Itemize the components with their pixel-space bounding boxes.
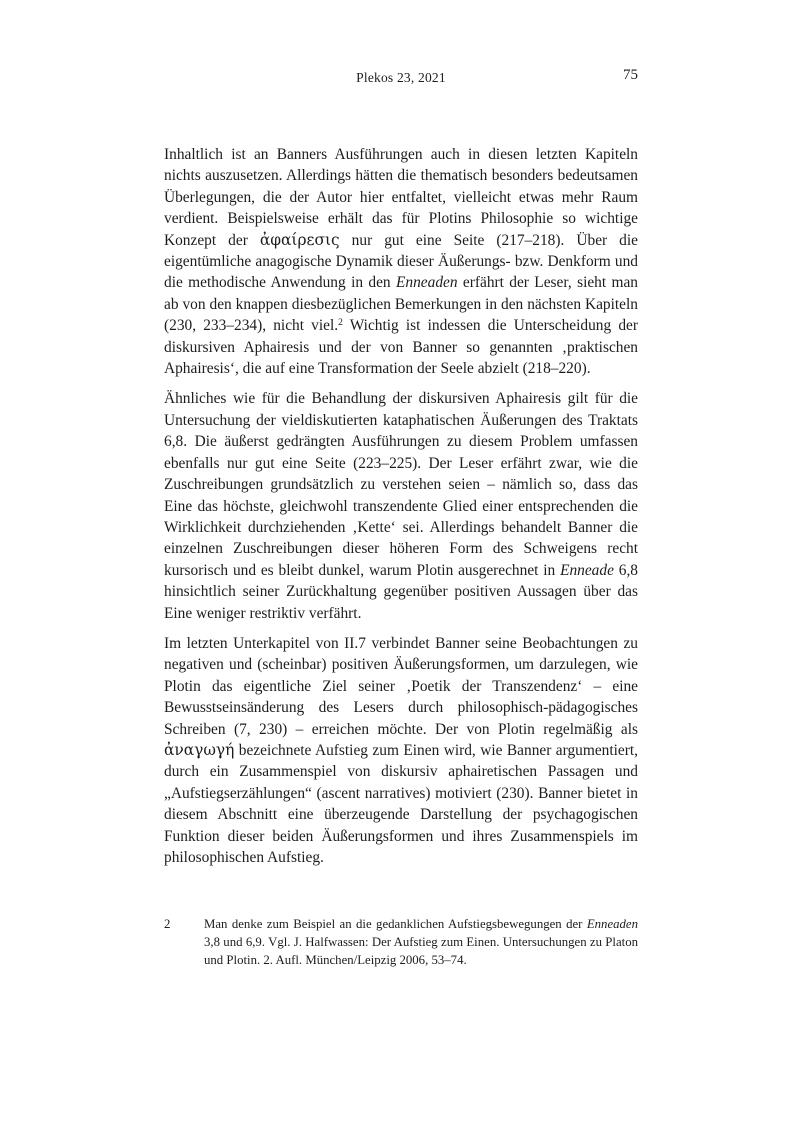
text-run: Enneade	[560, 561, 614, 579]
paragraph-3	[164, 633, 638, 868]
text-column	[164, 67, 639, 969]
text-run: bezeichnete Aufstieg zum Einen wird, wie Banner argumentiert, durch ein Zusammenspiel von diskursiv aphairetischen Passagen und „Aufstiegserzählungen“ (ascent narratives) motiviert (230). Banner bietet in diesem Abschnitt eine überzeugende Darstellung der psychagogischen Funktion dieser beiden Äußerungsformen und ihres Zusammenspiels im philosophischen Aufstieg.	[164, 741, 638, 866]
text-run: Enneaden	[586, 917, 638, 932]
text-run: erfährt der Leser, sieht man ab von den knappen diesbezüglichen Bemerkungen in den nächsten Kapiteln (230, 233–234), nicht viel.	[164, 274, 639, 335]
text-run: 3,8 und 6,9. Vgl. J. Halfwassen: Der Aufstieg zum Einen. Untersuchungen zu Platon und Plotin. 2. Aufl. München/Leipzig 2006, 53–74.	[204, 935, 638, 967]
text-run: ἀφαίρεσις	[259, 230, 340, 249]
text-run: Man denke zum Beispiel an die gedanklichen Aufstiegsbewegungen der	[204, 917, 587, 932]
text-run: Inhaltlich ist an Banners Ausführungen auch in diesen letzten Kapiteln nichts auszusetzen. Allerdings hätten die thematisch besonders bedeutsamen Überlegungen, die der Autor hier entfaltet, vielleicht etwas mehr Raum verdient. Beispielsweise erhält das für Plotins Philosophie so wichtige Konzept der	[164, 146, 638, 249]
text-run: Enneaden	[396, 274, 458, 292]
text-run: ἀναγωγή	[164, 740, 235, 759]
paragraph-1	[164, 144, 638, 379]
footnote	[164, 916, 638, 969]
footnote-number: 2	[164, 917, 171, 932]
running-head	[164, 67, 638, 92]
text-run: Ähnliches wie für die Behandlung der diskursiven Aphairesis gilt für die Untersuchung der vieldiskutierten kataphatischen Äußerungen des Traktats 6,8. Die äußerst gedrängten Ausführungen zu diesem Problem umfassen ebenfalls nur gut eine Seite (223–225). Der Leser erfährt zwar, wie die Zuschreibungen grundsätzlich zu verstehen seien – nämlich so, dass das Eine das höchste, gleichwohl transzendente Glied einer entsprechenden die Wirklichkeit durchziehenden ‚Kette‘ sei. Allerdings behandelt Banner die einzelnen Zuschreibungen dieser höheren Form des Schweigens recht kursorisch und es bleibt dunkel, warum Plotin ausgerechnet in	[164, 390, 638, 579]
text-run: nur gut eine Seite (217–218). Über die eigentümliche anagogische Dynamik dieser Äußerungs- bzw. Denkform und die methodische Anwendung in den	[164, 231, 638, 292]
page-number: 75	[623, 67, 638, 83]
text-run: Wichtig ist indessen die Unterscheidung der diskursiven Aphairesis und der von Banner so genannten ‚praktischen Aphairesis‘, die auf eine Transformation der Seele abzielt (218–220).	[164, 317, 638, 378]
body-text	[164, 144, 638, 868]
journal-title: Plekos 23, 2021	[356, 70, 446, 85]
text-run: Im letzten Unterkapitel von II.7 verbindet Banner seine Beobachtungen zu negativen und (scheinbar) positiven Äußerungsformen, um darzulegen, wie Plotin das eigentliche Ziel seiner ‚Poetik der Transzendenz‘ – eine Bewusstseinsänderung des Lesers durch philosophisch-pädagogisches Schreiben (7, 230) – erreichen möchte. Der von Plotin regelmäßig als	[164, 634, 638, 738]
footnote-reference: 2	[338, 317, 343, 328]
text-run: 6,8 hinsichtlich seiner Zurückhaltung gegenüber positiven Aussagen über das Eine weniger restriktiv verfährt.	[164, 561, 638, 622]
footnote-text	[204, 916, 638, 969]
paragraph-2	[164, 388, 638, 623]
